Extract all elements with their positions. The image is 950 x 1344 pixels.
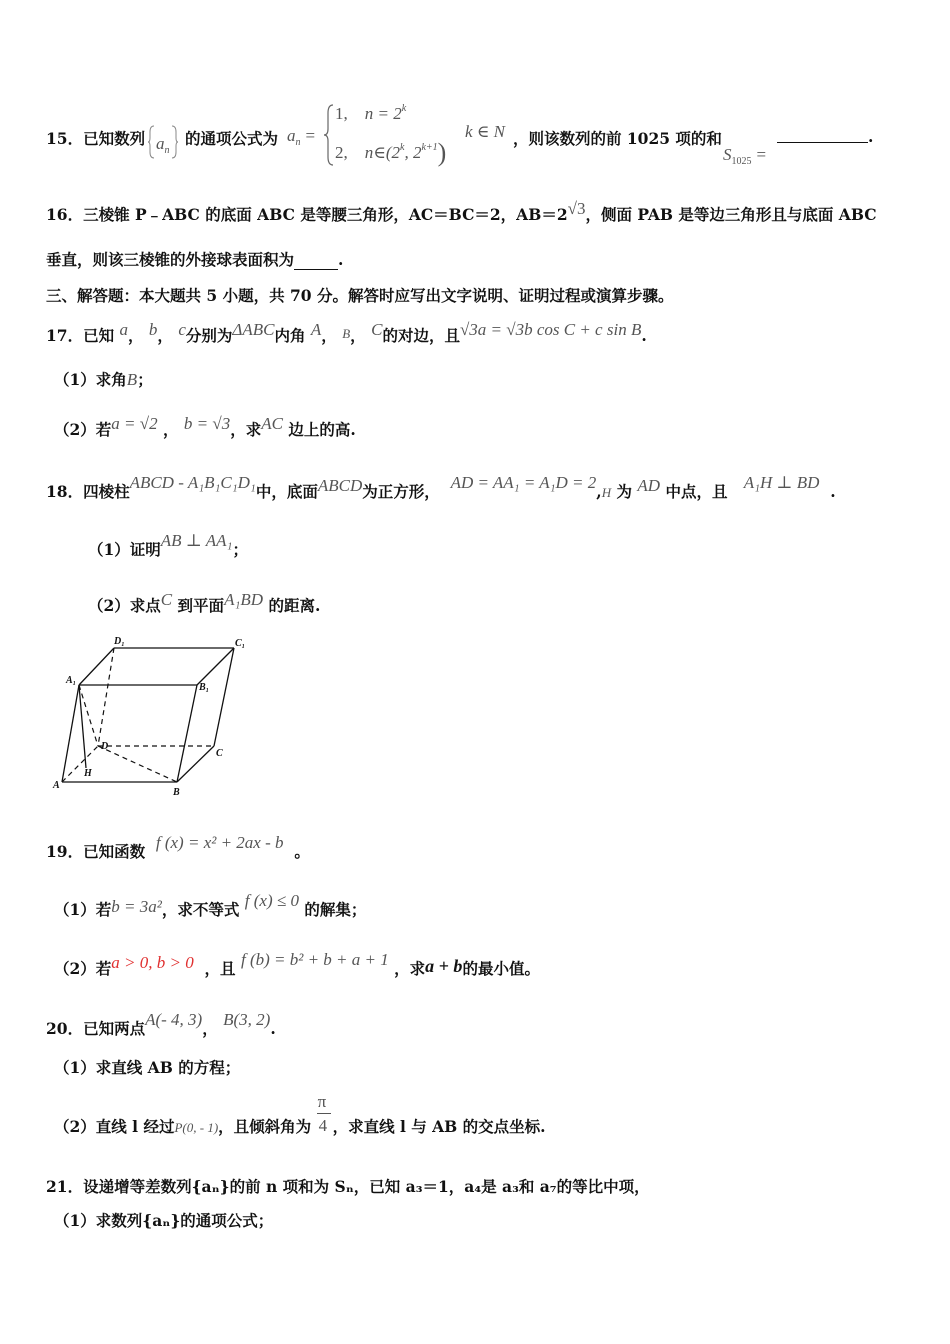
q20-part2: （2）直线 l 经过P(0, - 1)，且倾斜角为 $\frac{\pi}{4}$ ，求直线 l 与 AB 的交点坐标. [54, 1092, 546, 1136]
q17-line: 17．已知 a， b， c分别为ΔABC内角 A， B， C的对边，且√3a = √3b cos C + c sin B. [46, 320, 647, 345]
q15-case1: 1, $n = 2^k$ [335, 103, 407, 123]
q15-line: 15．已知数列 [46, 129, 146, 148]
q18-part2: （2）求点C 到平面A₁BD 的距离. [88, 590, 321, 615]
q19-part1: （1）若b = 3a²，求不等式 f (x) ≤ 0 的解集； [54, 891, 367, 919]
q18-line: 18．四棱柱ABCD - A₁B₁C₁D₁中，底面ABCD为正方形， AD = AA₁ = A₁D = 2,H 为 AD 中点，且 A₁H ⊥ BD . [46, 473, 836, 501]
q19-line: 19．已知函数 f (x) = x² + 2ax - b 。 [46, 833, 310, 861]
q15-kN: k ∈ N [465, 122, 505, 141]
q16-line1: 16．三棱锥 P﹣ABC 的底面 ABC 是等腰三角形，AC＝BC＝2，AB＝2√3，侧面 PAB 是等边三角形且与底面 ABC [46, 199, 877, 224]
q20-part1: （1）求直线 AB 的方程； [54, 1058, 241, 1077]
edge-c1-c [214, 648, 234, 746]
section3-heading: 三、解答题：本大题共 5 小题，共 70 分。解答时应写出文字说明、证明过程或演算步骤。 [46, 286, 674, 305]
q15-seq-var: $a_n$ [156, 134, 170, 156]
q15-S: $S_{1025}$ = [723, 145, 767, 167]
label-d1: D₁ [114, 636, 125, 647]
q15-case2: 2, n∈(2$^k$, $2^{k+1}$) [335, 138, 447, 167]
q15-seq-braces [148, 122, 178, 162]
q16-answer-blank[interactable] [294, 250, 338, 270]
label-b1: B₁ [199, 682, 210, 693]
q15-t3: ，则该数列的前 1025 项的和 [513, 129, 722, 148]
q15-answer-blank[interactable] [777, 142, 868, 143]
q15-dot: . [868, 127, 874, 146]
label-c1: C₁ [235, 638, 246, 649]
edge-b-c [177, 746, 214, 782]
cases-brace-icon [323, 103, 335, 167]
label-a: A [53, 780, 60, 791]
q17-part1: （1）求角B； [54, 370, 153, 389]
label-b: B [173, 787, 180, 798]
q21-part1: （1）求数列{aₙ}的通项公式； [54, 1211, 274, 1230]
label-d: D [101, 741, 109, 752]
q15-an: $a_n$ = [287, 126, 316, 148]
pi-over-4-fraction: $\frac{\pi}{4}$ [317, 1116, 333, 1132]
q16-line2: 垂直，则该三棱锥的外接球表面积为 . [46, 250, 344, 269]
edge-c1-b1 [197, 648, 234, 685]
q19-part2: （2）若a > 0, b > 0 ，且 f (b) = b² + b + a + 1 ，求a + b的最小值。 [54, 950, 540, 978]
edge-b1-b [177, 685, 197, 782]
label-a1: A₁ [66, 675, 77, 686]
q20-line: 20．已知两点A(- 4, 3)， B(3, 2). [46, 1010, 276, 1038]
q18-part1: （1）证明AB ⊥ AA₁； [88, 531, 248, 559]
edge-d-b [98, 746, 177, 782]
prism-figure [46, 630, 256, 802]
q17-part2: （2）若a = √2 ， b = √3，求AC 边上的高. [54, 414, 356, 439]
label-c: C [216, 748, 223, 759]
label-h: H [84, 768, 92, 779]
q21-line: 21．设递增等差数列{aₙ}的前 n 项和为 Sₙ，已知 a₃＝1，a₄是 a₃和 a₇的等比中项， [46, 1177, 650, 1196]
q15-t2: 的通项公式为 [185, 129, 279, 148]
